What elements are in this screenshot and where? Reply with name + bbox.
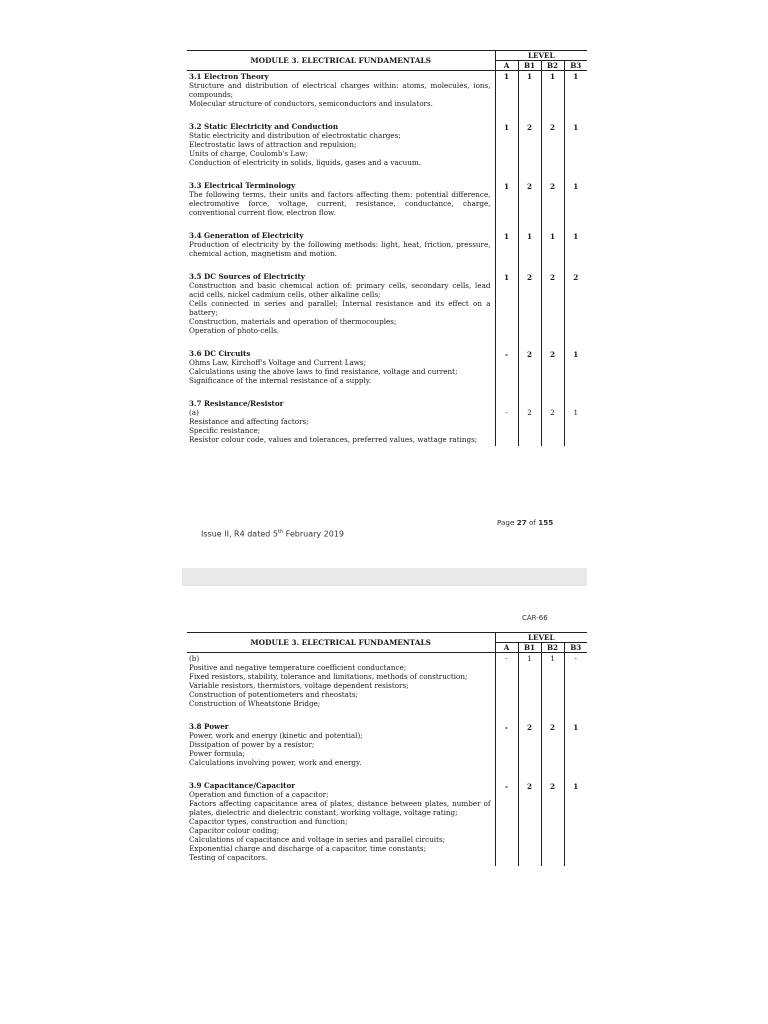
level-col-a-2: A	[495, 643, 518, 653]
section-description	[187, 399, 495, 446]
level-a-value: -	[495, 781, 518, 866]
level-col-b2: B2	[541, 61, 564, 71]
syllabus-table-2	[187, 632, 587, 866]
syllabus-row	[187, 349, 587, 399]
level-b1-value: 1	[518, 231, 541, 272]
page-separator	[182, 568, 587, 586]
document-page-2	[182, 586, 587, 1006]
topic-line: Construction of Wheatstone Bridge;	[189, 699, 321, 708]
level-b2-value: 2	[541, 399, 564, 446]
level-b1-value: 2	[518, 349, 541, 399]
topic-line: Construction, materials and operation of thermocouples;	[189, 317, 397, 326]
level-b3-value: 2	[564, 272, 587, 349]
level-b2-value: 2	[541, 349, 564, 399]
level-col-b3: B3	[564, 61, 587, 71]
level-a-value: 1	[495, 71, 518, 123]
level-header: LEVEL	[495, 51, 587, 61]
level-b1-value: 2	[518, 722, 541, 781]
topic-line: Operation of photo-cells.	[189, 326, 280, 335]
page2-body	[187, 653, 587, 867]
level-a-value: -	[495, 654, 518, 722]
topic-line: Power formula;	[189, 749, 245, 758]
level-b1-value: 2	[518, 781, 541, 866]
syllabus-row	[187, 71, 587, 123]
section-description	[187, 781, 495, 866]
syllabus-row	[187, 781, 587, 866]
section-description	[187, 122, 495, 181]
syllabus-table-1	[187, 50, 587, 446]
syllabus-row	[187, 231, 587, 272]
syllabus-row	[187, 122, 587, 181]
page-total: 155	[538, 518, 554, 527]
syllabus-row	[187, 272, 587, 349]
level-b1-value: 1	[518, 71, 541, 123]
level-b3-value: 1	[564, 122, 587, 181]
section-description	[187, 181, 495, 231]
topic-line: Units of charge, Coulomb's Law;	[189, 149, 308, 158]
issue-tail: February 2019	[283, 529, 345, 539]
level-b3-value: 1	[564, 349, 587, 399]
section-title: 3.9 Capacitance/Capacitor	[189, 781, 296, 790]
topic-line: Calculations using the above laws to find resistance, voltage and current;	[189, 367, 458, 376]
topic-line: Positive and negative temperature coefficient conductance;	[189, 663, 407, 672]
section-title: 3.5 DC Sources of Electricity	[189, 272, 305, 281]
level-b2-value: 2	[541, 781, 564, 866]
topic-line: Testing of capacitors.	[189, 853, 268, 862]
topic-line: Variable resistors, thermistors, voltage dependent resistors;	[189, 681, 409, 690]
level-b3-value: 1	[564, 781, 587, 866]
topic-line: Ohms Law, Kirchoff's Voltage and Current Laws;	[189, 358, 367, 367]
level-a-value: 1	[495, 181, 518, 231]
document-page-1	[182, 0, 587, 568]
level-a-value: 1	[495, 272, 518, 349]
section-description	[187, 654, 495, 722]
level-b2-value: 2	[541, 272, 564, 349]
level-header-2: LEVEL	[495, 633, 587, 643]
topic-line: Static electricity and distribution of electrostatic charges;	[189, 131, 401, 140]
topic-line: Factors affecting capacitance area of plates, distance between plates, number of plates, dielectric and dielectric constant, working voltage, voltage rating;	[189, 799, 491, 817]
topic-line: Power, work and energy (kinetic and potential);	[189, 731, 363, 740]
level-col-a: A	[495, 61, 518, 71]
topic-line: Resistance and affecting factors;	[189, 417, 309, 426]
topic-line: Fixed resistors, stability, tolerance and limitations, methods of construction;	[189, 672, 468, 681]
syllabus-row	[187, 181, 587, 231]
topic-line: Capacitor types, construction and function;	[189, 817, 348, 826]
level-col-b1: B1	[518, 61, 541, 71]
level-b1-value: 2	[518, 272, 541, 349]
topic-line: Production of electricity by the following methods: light, heat, friction, pressure, chemical action, magnetism and motion.	[189, 240, 491, 258]
issue-text: Issue II, R4 dated 5	[201, 529, 278, 539]
syllabus-row	[187, 399, 587, 446]
topic-line: Dissipation of power by a resistor;	[189, 740, 315, 749]
topic-line: Calculations involving power, work and energy.	[189, 758, 362, 767]
level-a-value: 1	[495, 122, 518, 181]
topic-line: Resistor colour code, values and tolerances, preferred values, wattage ratings;	[189, 435, 478, 444]
section-description	[187, 272, 495, 349]
topic-line: Cells connected in series and parallel; Internal resistance and its effect on a battery;	[189, 299, 491, 317]
level-b2-value: 1	[541, 71, 564, 123]
section-title: 3.6 DC Circuits	[189, 349, 251, 358]
level-b3-value: 1	[564, 71, 587, 123]
section-title: 3.2 Static Electricity and Conduction	[189, 122, 339, 131]
level-b2-value: 2	[541, 122, 564, 181]
level-a-value: -	[495, 399, 518, 446]
level-b1-value: 2	[518, 122, 541, 181]
issue-footer	[201, 529, 344, 539]
topic-line: Capacitor colour coding;	[189, 826, 280, 835]
page-number	[497, 518, 553, 527]
section-title: 3.4 Generation of Electricity	[189, 231, 304, 240]
level-b2-value: 1	[541, 654, 564, 722]
topic-line: Construction of potentiometers and rheostats;	[189, 690, 358, 699]
topic-line: Molecular structure of conductors, semiconductors and insulators.	[189, 99, 433, 108]
module-title-2: MODULE 3. ELECTRICAL FUNDAMENTALS	[187, 633, 495, 653]
level-b3-value: -	[564, 654, 587, 722]
syllabus-row	[187, 654, 587, 722]
level-b1-value: 2	[518, 399, 541, 446]
topic-line: Conduction of electricity in solids, liquids, gases and a vacuum.	[189, 158, 421, 167]
page-current: 27	[516, 518, 527, 527]
level-col-b3-2: B3	[564, 643, 587, 653]
section-title: 3.7 Resistance/Resistor	[189, 399, 284, 408]
level-a-value: 1	[495, 231, 518, 272]
topic-line: Specific resistance;	[189, 426, 261, 435]
level-col-b1-2: B1	[518, 643, 541, 653]
section-description	[187, 231, 495, 272]
level-b1-value: 1	[518, 654, 541, 722]
topic-line: Operation and function of a capacitor;	[189, 790, 329, 799]
level-a-value: -	[495, 722, 518, 781]
issue-sup: th	[277, 529, 284, 535]
topic-line: Significance of the internal resistance of a supply.	[189, 376, 372, 385]
section-title: 3.1 Electron Theory	[189, 72, 269, 81]
level-a-value: -	[495, 349, 518, 399]
doc-code: CAR-66	[522, 614, 548, 622]
section-title: 3.3 Electrical Terminology	[189, 181, 296, 190]
level-b3-value: 1	[564, 181, 587, 231]
level-b2-value: 1	[541, 231, 564, 272]
syllabus-row	[187, 722, 587, 781]
topic-line: (a)	[189, 408, 199, 417]
level-b3-value: 1	[564, 722, 587, 781]
section-description	[187, 722, 495, 781]
page-label: Page	[497, 518, 517, 527]
level-col-b2-2: B2	[541, 643, 564, 653]
level-b3-value: 1	[564, 399, 587, 446]
section-description	[187, 349, 495, 399]
page1-body	[187, 71, 587, 447]
level-b2-value: 2	[541, 722, 564, 781]
topic-line: Exponential charge and discharge of a capacitor, time constants;	[189, 844, 427, 853]
level-b2-value: 2	[541, 181, 564, 231]
module-title: MODULE 3. ELECTRICAL FUNDAMENTALS	[187, 51, 495, 71]
topic-line: Structure and distribution of electrical charges within: atoms, molecules, ions, compounds;	[189, 81, 491, 99]
topic-line: The following terms, their units and factors affecting them: potential difference, electromotive force, voltage, current, resistance, conductance, charge, conventional current flow, electron flow.	[189, 190, 491, 217]
topic-line: Calculations of capacitance and voltage in series and parallel circuits;	[189, 835, 446, 844]
section-title: 3.8 Power	[189, 722, 229, 731]
topic-line: Electrostatic laws of attraction and repulsion;	[189, 140, 357, 149]
section-description	[187, 71, 495, 123]
level-b1-value: 2	[518, 181, 541, 231]
page-of: of	[526, 518, 539, 527]
sub-label: (b)	[189, 654, 200, 663]
level-b3-value: 1	[564, 231, 587, 272]
topic-line: Construction and basic chemical action of: primary cells, secondary cells, lead acid cells, nickel cadmium cells, other alkaline cells;	[189, 281, 491, 299]
